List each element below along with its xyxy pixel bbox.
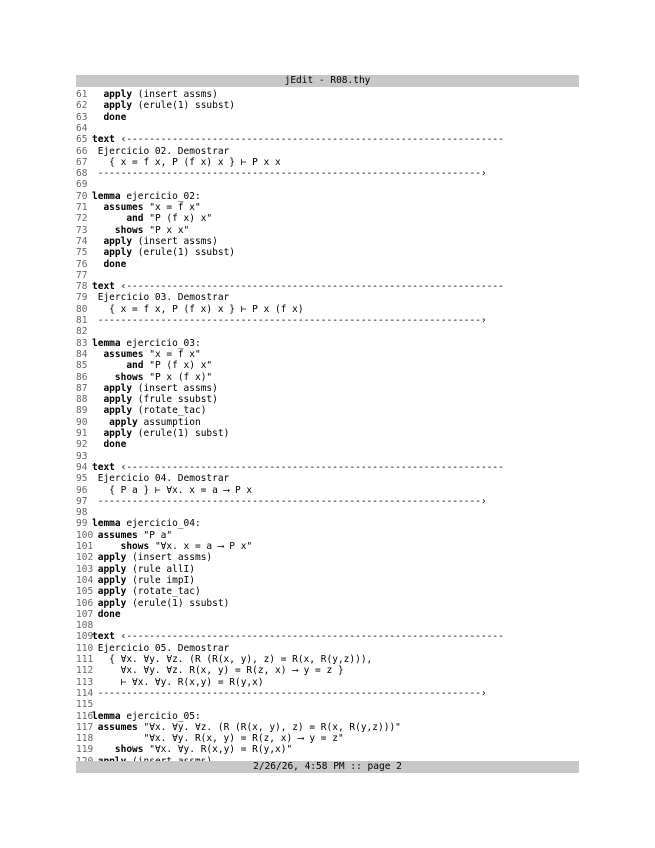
- line-number: 68: [76, 168, 88, 180]
- code-line: [76, 654, 579, 665]
- code-line: [76, 236, 579, 247]
- code-line: [76, 541, 579, 552]
- line-number: 79: [76, 292, 88, 304]
- line-number: 96: [76, 484, 88, 496]
- line-text: assumes "P a": [97, 529, 173, 541]
- code-line: [76, 564, 579, 575]
- line-number: 110: [76, 642, 94, 654]
- line-number: 104: [76, 574, 94, 586]
- code-line: [76, 202, 579, 213]
- line-number: 85: [76, 360, 88, 372]
- line-text: lemma ejercicio_03:: [92, 337, 201, 349]
- line-text: apply (insert assms): [103, 382, 218, 394]
- line-text: done: [103, 111, 127, 123]
- code-line: [76, 247, 579, 258]
- line-number: 103: [76, 563, 94, 575]
- code-line: [76, 270, 579, 281]
- code-line: [76, 462, 579, 473]
- line-text: lemma ejercicio_05:: [92, 710, 201, 722]
- code-line: [76, 643, 579, 654]
- line-number: 82: [76, 326, 88, 338]
- line-text: apply (erule(1) ssubst): [103, 100, 236, 112]
- code-line: [76, 598, 579, 609]
- code-line: [76, 146, 579, 157]
- code-line: [76, 428, 579, 439]
- line-text: apply (insert assms): [103, 89, 218, 100]
- line-number: 100: [76, 529, 94, 541]
- line-number: 76: [76, 258, 88, 270]
- line-number: 73: [76, 224, 88, 236]
- code-line: [76, 552, 579, 563]
- line-text: assumes "x = f x": [103, 202, 201, 213]
- line-text: Ejercicio 05. Demostrar: [92, 642, 230, 654]
- line-number: 94: [76, 461, 88, 473]
- line-number: 109: [76, 631, 94, 643]
- line-number: 70: [76, 190, 88, 202]
- line-number: 61: [76, 89, 88, 100]
- line-text: apply (rotate_tac): [103, 405, 207, 417]
- code-line: [76, 496, 579, 507]
- line-number: 78: [76, 281, 88, 293]
- line-number: 84: [76, 348, 88, 360]
- page-header-title: jEdit - R08.thy: [76, 75, 579, 87]
- line-text: { x = f x, P (f x) x } ⊢ P x x: [92, 156, 281, 168]
- code-line: [76, 100, 579, 111]
- code-line: [76, 473, 579, 484]
- line-number: 63: [76, 111, 88, 123]
- line-text: { P a } ⊢ ∀x. x = a ⟶ P x: [92, 484, 253, 496]
- line-number: 77: [76, 269, 88, 281]
- line-number: 113: [76, 676, 94, 688]
- code-line: [76, 665, 579, 676]
- line-text: Ejercicio 02. Demostrar: [92, 145, 230, 157]
- code-line: [76, 168, 579, 179]
- code-line: [76, 688, 579, 699]
- line-text: done: [103, 258, 127, 270]
- line-number: 117: [76, 721, 94, 733]
- line-number: 111: [76, 654, 94, 665]
- line-number: 89: [76, 405, 88, 417]
- line-text: lemma ejercicio_04:: [92, 518, 201, 530]
- line-text: ⊢ ∀x. ∀y. R(x,y) = R(y,x): [92, 676, 264, 688]
- code-line: [76, 326, 579, 337]
- code-line: [76, 417, 579, 428]
- code-line: [76, 405, 579, 416]
- code-line: [76, 507, 579, 518]
- line-text: text ‹------------------------------------------------------------------: [92, 134, 504, 146]
- code-line: [76, 281, 579, 292]
- code-line: [76, 123, 579, 134]
- code-line: [76, 157, 579, 168]
- code-line: [76, 191, 579, 202]
- line-text: -------------------------------------------------------------------›: [92, 168, 487, 180]
- line-number: 107: [76, 608, 94, 620]
- line-text: apply (insert assms): [103, 235, 218, 247]
- line-text: apply (erule(1) subst): [103, 428, 230, 439]
- code-line: [76, 711, 579, 722]
- line-text: apply (insert assms): [97, 552, 213, 564]
- code-line: [76, 631, 579, 642]
- line-text: { ∀x. ∀y. ∀z. (R (R(x, y), z) = R(x, R(y,z))),: [92, 654, 373, 665]
- code-line: [76, 722, 579, 733]
- line-number: 81: [76, 315, 88, 326]
- line-text: -------------------------------------------------------------------›: [92, 687, 487, 699]
- line-number: 80: [76, 303, 88, 315]
- line-number: 86: [76, 371, 88, 383]
- code-line: [76, 485, 579, 496]
- line-number: 106: [76, 597, 94, 609]
- line-text: Ejercicio 03. Demostrar: [92, 292, 230, 304]
- line-number: 92: [76, 439, 88, 451]
- line-number: 98: [76, 507, 88, 519]
- code-line: [76, 394, 579, 405]
- code-line: [76, 259, 579, 270]
- line-number: 75: [76, 247, 88, 259]
- line-number: 72: [76, 213, 88, 225]
- line-number: 71: [76, 202, 88, 213]
- line-text: assumes "x = f x": [103, 348, 201, 360]
- code-line: [76, 360, 579, 371]
- page-footer: 2/26/26, 4:58 PM :: page 2: [76, 761, 579, 773]
- line-text: shows "∀x. x = a ⟶ P x": [120, 541, 253, 552]
- line-number: 102: [76, 552, 94, 564]
- code-line: [76, 338, 579, 349]
- line-text: shows "P x (f x)": [114, 371, 213, 383]
- line-text: lemma ejercicio_02:: [92, 190, 201, 202]
- code-line: [76, 586, 579, 597]
- line-text: shows "∀x. ∀y. R(x,y) = R(y,x)": [114, 744, 293, 756]
- line-text: and "P (f x) x": [126, 213, 213, 225]
- line-number: 101: [76, 541, 94, 552]
- line-number: 105: [76, 586, 94, 598]
- code-line: [76, 609, 579, 620]
- code-line: [76, 134, 579, 145]
- line-text: text ‹------------------------------------------------------------------: [92, 461, 504, 473]
- line-number: 95: [76, 473, 88, 485]
- line-number: 119: [76, 744, 94, 756]
- line-number: 69: [76, 179, 88, 191]
- line-text: apply (frule ssubst): [103, 394, 218, 406]
- code-line: [76, 213, 579, 224]
- code-line: [76, 575, 579, 586]
- line-number: 88: [76, 394, 88, 406]
- line-text: apply (rotate_tac): [97, 586, 201, 598]
- line-text: done: [97, 608, 121, 620]
- code-line: [76, 383, 579, 394]
- line-number: 118: [76, 733, 94, 745]
- code-line: [76, 620, 579, 631]
- line-text: apply (erule(1) ssubst): [103, 247, 236, 259]
- code-line: [76, 315, 579, 326]
- line-text: apply assumption: [109, 416, 201, 428]
- code-line: [76, 89, 579, 100]
- code-line: [76, 179, 579, 190]
- line-text: ∀x. ∀y. ∀z. R(x, y) = R(z, x) ⟶ y = z }: [92, 665, 344, 677]
- line-text: apply (rule allI): [97, 563, 195, 575]
- code-line: [76, 677, 579, 688]
- line-number: 91: [76, 428, 88, 439]
- line-number: 99: [76, 518, 88, 530]
- line-text: and "P (f x) x": [126, 360, 213, 372]
- code-line: [76, 733, 579, 744]
- line-number: 116: [76, 710, 94, 722]
- code-line: [76, 349, 579, 360]
- line-number: 87: [76, 382, 88, 394]
- line-number: 64: [76, 122, 88, 134]
- line-text: Ejercicio 04. Demostrar: [92, 473, 230, 485]
- code-line: [76, 518, 579, 529]
- line-number: 93: [76, 450, 88, 462]
- line-text: text ‹------------------------------------------------------------------: [92, 281, 504, 293]
- code-line: [76, 439, 579, 450]
- line-text: -------------------------------------------------------------------›: [92, 315, 487, 326]
- line-number: 108: [76, 620, 94, 632]
- code-line: [76, 304, 579, 315]
- line-number: 65: [76, 134, 88, 146]
- line-text: apply (erule(1) ssubst): [97, 597, 230, 609]
- line-number: 74: [76, 235, 88, 247]
- code-line: [76, 112, 579, 123]
- line-number: 115: [76, 699, 94, 711]
- code-line: [76, 292, 579, 303]
- line-text: done: [103, 439, 127, 451]
- code-line: [76, 530, 579, 541]
- code-line: [76, 372, 579, 383]
- line-text: text ‹------------------------------------------------------------------: [92, 631, 504, 643]
- line-text: { x = f x, P (f x) x } ⊢ P x (f x): [92, 303, 304, 315]
- code-line: [76, 699, 579, 710]
- line-number: 67: [76, 156, 88, 168]
- line-text: "∀x. ∀y. R(x, y) = R(z, x) ⟶ y = z": [92, 733, 344, 745]
- line-text: assumes "∀x. ∀y. ∀z. (R (R(x, y), z) = R(x, R(y,z)))": [97, 721, 401, 733]
- code-line: [76, 744, 579, 755]
- line-number: 97: [76, 495, 88, 507]
- line-number: 62: [76, 100, 88, 112]
- line-text: -------------------------------------------------------------------›: [92, 495, 487, 507]
- code-line: [76, 225, 579, 236]
- line-number: 114: [76, 687, 94, 699]
- line-number: 66: [76, 145, 88, 157]
- line-number: 83: [76, 337, 88, 349]
- line-text: apply (rule impI): [97, 574, 195, 586]
- line-number: 112: [76, 665, 94, 677]
- line-number: 90: [76, 416, 88, 428]
- code-line: [76, 451, 579, 462]
- line-text: shows "P x x": [114, 224, 190, 236]
